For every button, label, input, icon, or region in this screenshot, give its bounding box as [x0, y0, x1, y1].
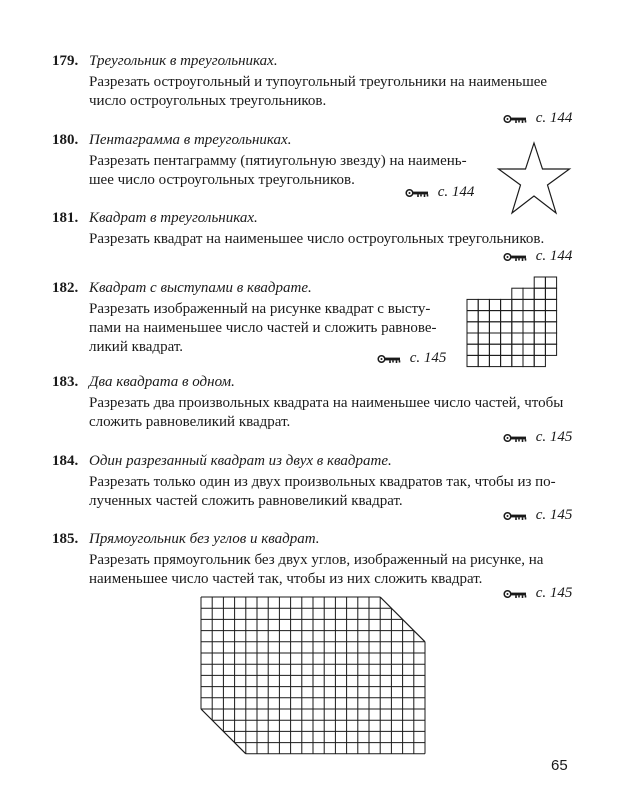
answer-page: с. 145	[535, 429, 573, 445]
key-icon	[503, 429, 536, 445]
grid-cell	[545, 277, 556, 288]
problem-number: 182.	[52, 280, 79, 296]
grid-cell	[512, 311, 523, 322]
text-line: число остроугольных треугольников.	[89, 93, 327, 109]
pentagram-figure	[496, 141, 572, 216]
text-line: ликий квадрат.	[89, 339, 184, 355]
grid-cell	[545, 311, 556, 322]
key-icon	[503, 507, 536, 523]
stepped-square-figure	[466, 276, 560, 372]
problem-title: Пентаграмма в треугольниках.	[89, 132, 292, 148]
grid-cell	[523, 288, 534, 299]
text-line: Разрезать прямоугольник без двух углов, изображенный на рисунке, на	[89, 552, 544, 568]
grid-cell	[489, 344, 500, 355]
text-line: шее число остроугольных треугольников.	[89, 172, 355, 188]
answer-page: с. 144	[535, 248, 573, 264]
problem-number: 180.	[52, 132, 79, 148]
grid-cell	[534, 299, 545, 310]
cut-rectangle-figure	[200, 596, 440, 756]
grid-cell	[523, 355, 534, 366]
grid-cell	[478, 355, 489, 366]
grid-cell	[512, 288, 523, 299]
key-icon	[503, 248, 536, 264]
key-icon	[503, 110, 536, 126]
problem-number: 179.	[52, 53, 79, 69]
grid-cell	[467, 355, 478, 366]
grid-cell	[512, 355, 523, 366]
grid-cell	[489, 355, 500, 366]
text-line: Разрезать пентаграмму (пятиугольную звезду) на наимень-	[89, 153, 467, 169]
problem-title: Два квадрата в одном.	[89, 374, 235, 390]
grid-cell	[534, 344, 545, 355]
text-line: Разрезать квадрат на наименьшее число остроугольных треугольников.	[89, 231, 545, 247]
page-number: 65	[551, 757, 568, 774]
answer-page: с. 144	[535, 110, 573, 126]
answer-reference	[405, 184, 474, 201]
grid-cell	[501, 355, 512, 366]
answer-page: с. 145	[409, 350, 447, 366]
problem-text	[89, 300, 437, 357]
problem-number: 183.	[52, 374, 79, 390]
problem-title: Квадрат с выступами в квадрате.	[89, 280, 312, 296]
grid-cell	[534, 322, 545, 333]
grid-cell	[467, 333, 478, 344]
grid-cell	[523, 322, 534, 333]
text-line: пами на наименьшее число частей и сложить равнове-	[89, 320, 437, 336]
grid-cell	[545, 333, 556, 344]
grid-cell	[501, 311, 512, 322]
grid-cell	[534, 333, 545, 344]
problem-number: 185.	[52, 531, 79, 547]
grid-cell	[478, 322, 489, 333]
answer-reference	[503, 429, 572, 446]
grid-cell	[545, 344, 556, 355]
grid-cell	[489, 311, 500, 322]
problem-text	[89, 473, 556, 511]
grid-cell	[545, 288, 556, 299]
text-line: сложить равновеликий квадрат.	[89, 414, 291, 430]
answer-reference	[503, 248, 572, 265]
problem-number: 181.	[52, 210, 79, 226]
grid-cell	[489, 322, 500, 333]
answer-reference	[377, 350, 446, 367]
text-line: наименьшее число частей так, чтобы из них сложить квадрат.	[89, 571, 483, 587]
grid-cell	[478, 311, 489, 322]
grid-cell	[489, 299, 500, 310]
grid-cell	[512, 333, 523, 344]
problem-text	[89, 394, 563, 432]
grid-cell	[467, 344, 478, 355]
grid-cell	[501, 344, 512, 355]
problem-title: Один разрезанный квадрат из двух в квадрате.	[89, 453, 392, 469]
problem-title: Квадрат в треугольниках.	[89, 210, 258, 226]
grid-cell	[467, 311, 478, 322]
grid-cell	[534, 288, 545, 299]
grid-cell	[478, 333, 489, 344]
grid-cell	[489, 333, 500, 344]
grid-cell	[523, 311, 534, 322]
text-line: Разрезать остроугольный и тупоугольный треугольники на наименьшее	[89, 74, 548, 90]
grid-cell	[478, 299, 489, 310]
problem-title: Прямоугольник без углов и квадрат.	[89, 531, 320, 547]
grid-cell	[478, 344, 489, 355]
text-line: лученных частей сложить равновеликий квадрат.	[89, 493, 403, 509]
problem-text	[89, 73, 547, 111]
answer-page: с. 145	[535, 585, 573, 601]
grid-cell	[545, 299, 556, 310]
grid-cell	[523, 333, 534, 344]
text-line: Разрезать два произвольных квадрата на наименьшее число частей, чтобы	[89, 395, 564, 411]
answer-reference	[503, 507, 572, 524]
grid-cell	[467, 322, 478, 333]
grid-cell	[523, 344, 534, 355]
grid-cell	[467, 299, 478, 310]
grid-cell	[523, 299, 534, 310]
grid-cell	[512, 322, 523, 333]
problem-title: Треугольник в треугольниках.	[89, 53, 278, 69]
grid-cell	[501, 299, 512, 310]
problem-text	[89, 230, 544, 249]
key-icon	[377, 350, 410, 366]
text-line: Разрезать изображенный на рисунке квадрат с высту-	[89, 301, 431, 317]
grid-cell	[512, 299, 523, 310]
grid-cell	[534, 277, 545, 288]
answer-page: с. 145	[535, 507, 573, 523]
grid-cell	[545, 322, 556, 333]
answer-reference	[503, 110, 572, 127]
grid-cell	[501, 322, 512, 333]
grid-cell	[501, 333, 512, 344]
problem-number: 184.	[52, 453, 79, 469]
key-icon	[405, 184, 438, 200]
grid-cell	[512, 344, 523, 355]
grid-cell	[534, 311, 545, 322]
problem-text	[89, 551, 543, 589]
key-icon	[503, 585, 536, 601]
text-line: Разрезать только один из двух произвольных квадратов так, чтобы из по-	[89, 474, 556, 490]
answer-reference	[503, 585, 572, 602]
answer-page: с. 144	[437, 184, 475, 200]
grid-cell	[534, 355, 545, 366]
